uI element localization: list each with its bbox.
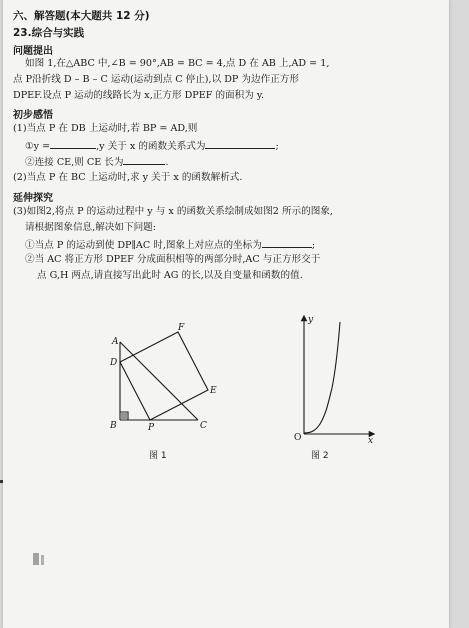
answer-blank-y[interactable] (50, 138, 96, 149)
label-p: P (148, 423, 155, 433)
origin-label: O (294, 433, 302, 443)
q3-item-2-line-1: ②当 AC 将正方形 DPEF 分成面积相等的两部分时,AC 与正方形交于 (25, 254, 321, 265)
square-dpef (120, 332, 208, 420)
axis-label-x: x (368, 436, 374, 444)
q1-item1-mid: ,y 关于 x 的函数关系式为 (96, 141, 206, 152)
function-curve (304, 322, 340, 433)
q3-line-2: 请根据图象信息,解决如下问题: (25, 222, 157, 233)
right-angle-fill (121, 413, 127, 419)
q1-item1-end: ; (275, 141, 279, 152)
q3-line-1: (3)如图2,将点 P 的运动过程中 y 与 x 的函数关系绘制成如图2 所示的图象, (13, 206, 333, 217)
q1-line-1: (1)当点 P 在 DB 上运动时,若 BP = AD,则 (13, 123, 198, 134)
q1-item1-prefix: ①y = (25, 141, 51, 152)
figure-1-caption: 图 1 (149, 451, 167, 461)
answer-blank-ce[interactable] (123, 154, 165, 165)
figure-2-function-graph (288, 312, 378, 444)
answer-blank-coordinate[interactable] (262, 237, 312, 248)
section-header: 六、解答题(本大题共 12 分) (13, 10, 150, 22)
label-e: E (210, 386, 217, 396)
intro-line-3: DPEF.设点 P 运动的线路长为 x,正方形 DPEF 的面积为 y. (13, 90, 265, 101)
intro-line-1: 如图 1,在△ABC 中,∠B = 90°,AB = BC = 4,点 D 在 AB 上,AD = 1, (25, 58, 330, 69)
q2-line-1: (2)当点 P 在 BC 上运动时,求 y 关于 x 的函数解析式. (13, 172, 243, 183)
label-d: D (110, 358, 118, 368)
label-a: A (112, 337, 119, 347)
margin-mark-small (41, 555, 44, 565)
answer-blank-function[interactable] (205, 138, 275, 149)
margin-mark (33, 553, 39, 565)
intro-line-2: 点 P沿折线 D – B – C 运动(运动到点 C 停止),以 DP 为边作正方形 (13, 74, 299, 85)
q1-item2-prefix: ②连接 CE,则 CE 长为 (25, 157, 124, 168)
q3-item1-end: ; (311, 240, 316, 251)
q1-item2-end: . (165, 157, 169, 168)
q1-item-2 (25, 154, 169, 170)
q3-item1-prefix: ①当点 P 的运动到使 DP∥AC 时,图象上对应点的坐标为 (25, 240, 262, 251)
figure-2-caption: 图 2 (311, 451, 329, 461)
exam-paper (3, 0, 449, 628)
problem-number: 23.综合与实践 (13, 27, 85, 39)
axis-label-y: y (308, 315, 314, 325)
q3-item-1 (25, 237, 315, 253)
segment-ac (120, 342, 198, 420)
label-b: B (110, 421, 117, 431)
edge-dot (0, 480, 3, 483)
subhead-first-impression: 初步感悟 (13, 110, 53, 121)
figure-1-geometry (98, 320, 238, 440)
label-f: F (178, 323, 185, 333)
label-c: C (200, 421, 207, 431)
q3-item-2-line-2: 点 G,H 两点,请直接写出此时 AG 的长,以及自变量和函数的值. (37, 270, 303, 281)
subhead-problem-raised: 问题提出 (13, 46, 53, 57)
subhead-extended-inquiry: 延伸探究 (13, 193, 53, 204)
q1-item-1 (25, 138, 279, 154)
